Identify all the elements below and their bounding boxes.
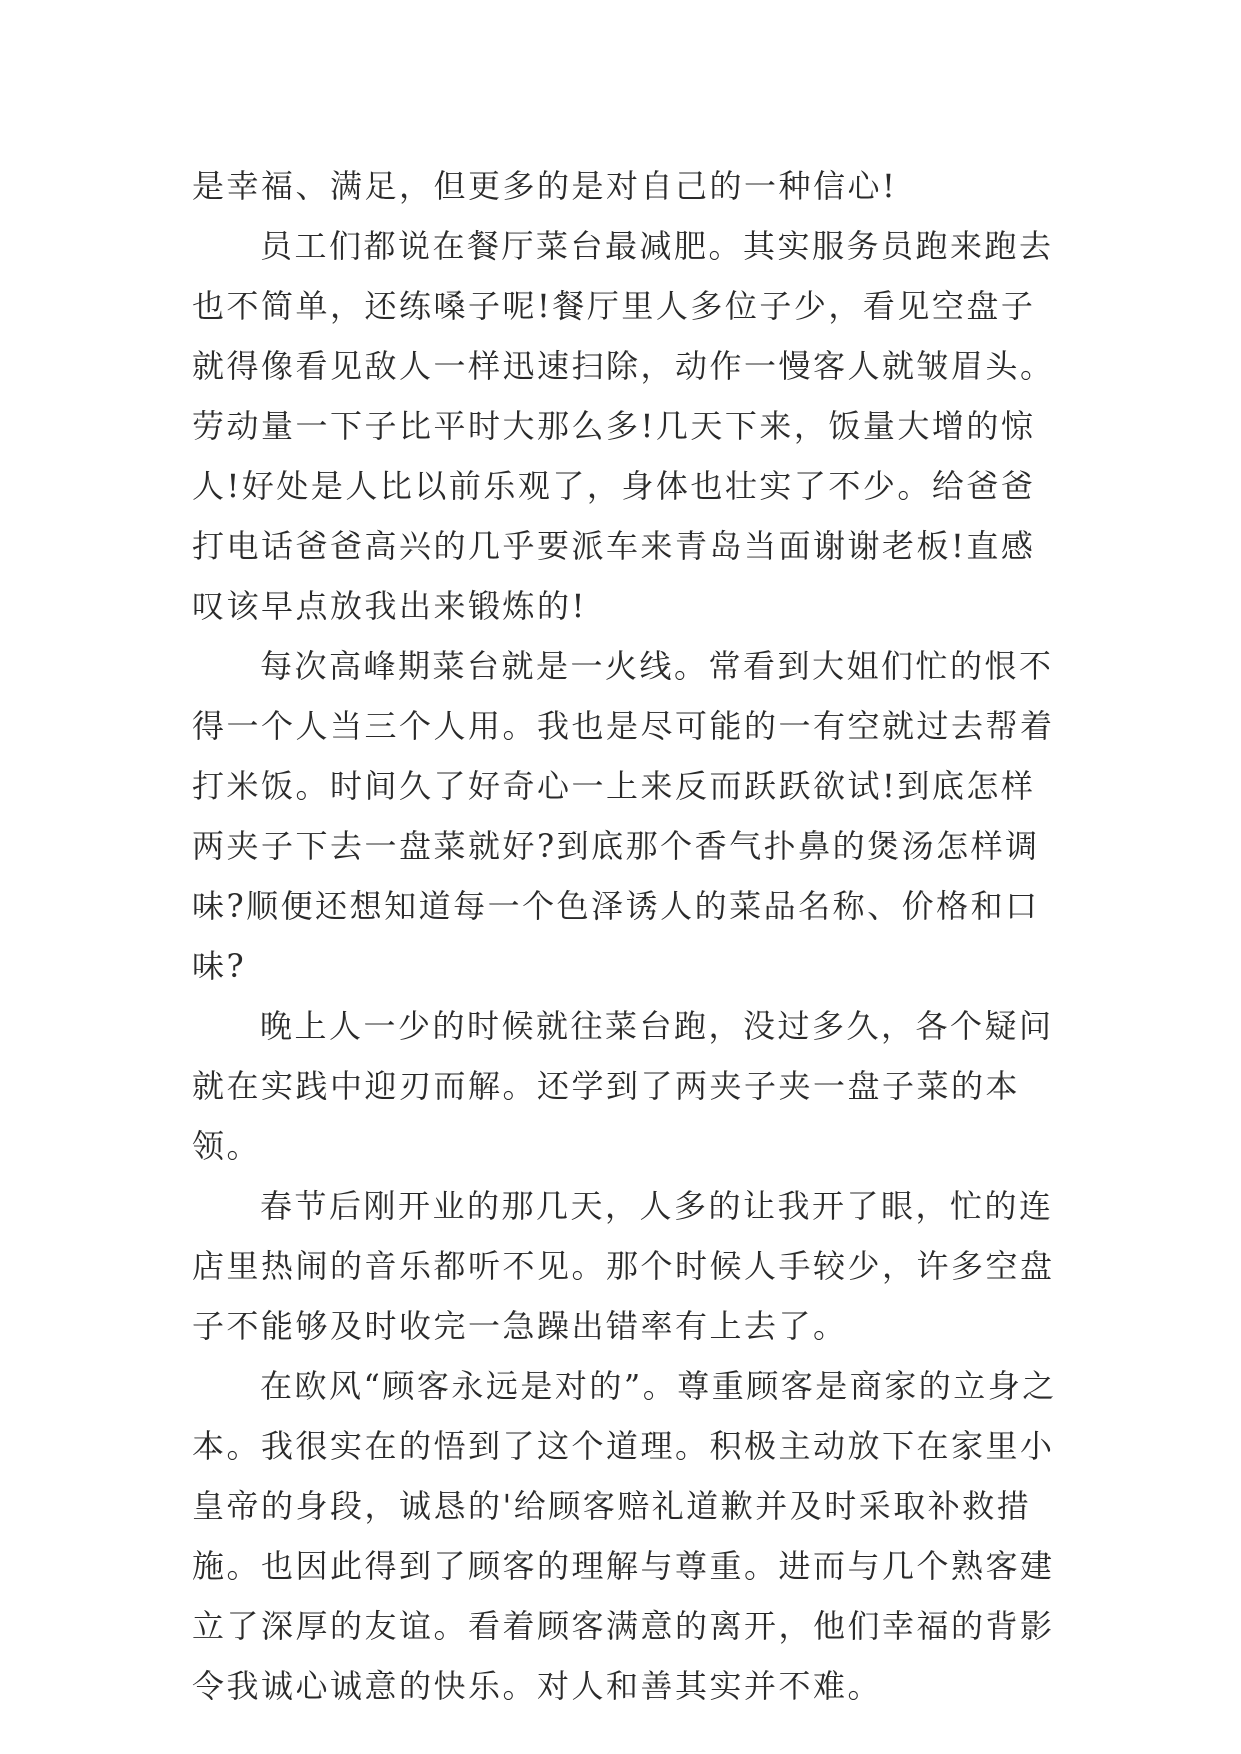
paragraph: 晚上人一少的时候就往菜台跑，没过多久，各个疑问就在实践中迎刃而解。还学到了两夹子夹一盘子菜的本领。 xyxy=(192,1007,1054,1165)
paragraph: 员工们都说在餐厅菜台最减肥。其实服务员跑来跑去也不简单，还练嗓子呢!餐厅里人多位子少，看见空盘子就得像看见敌人一样迅速扫除，动作一慢客人就皱眉头。劳动量一下子比平时大那么多!几天下来，饭量大增的惊人!好处是人比以前乐观了，身体也壮实了不少。给爸爸打电话爸爸高兴的几乎要派车来青岛当面谢谢老板!直感叹该早点放我出来锻炼的! xyxy=(192,227,1055,625)
paragraph: 在欧风“顾客永远是对的”。尊重顾客是商家的立身之本。我很实在的悟到了这个道理。积极主动放下在家里小皇帝的身段，诚恳的'给顾客赔礼道歉并及时采取补救措施。也因此得到了顾客的理解与尊重。进而与几个熟客建立了深厚的友谊。看着顾客满意的离开，他们幸福的背影令我诚心诚意的快乐。对人和善其实并不难。 xyxy=(192,1367,1057,1705)
paragraph: 每次高峰期菜台就是一火线。常看到大姐们忙的恨不得一个人当三个人用。我也是尽可能的一有空就过去帮着打米饭。时间久了好奇心一上来反而跃跃欲试!到底怎样两夹子下去一盘菜就好?到底那个香气扑鼻的煲汤怎样调味?顺便还想知道每一个色泽诱人的菜品名称、价格和口味? xyxy=(192,647,1055,985)
paragraph: 春节后刚开业的那几天，人多的让我开了眼，忙的连店里热闹的音乐都听不见。那个时候人手较少，许多空盘子不能够及时收完一急躁出错率有上去了。 xyxy=(192,1187,1055,1345)
paragraph-continued: 是幸福、满足，但更多的是对自己的一种信心! xyxy=(192,167,898,205)
document-body xyxy=(192,156,1067,1716)
